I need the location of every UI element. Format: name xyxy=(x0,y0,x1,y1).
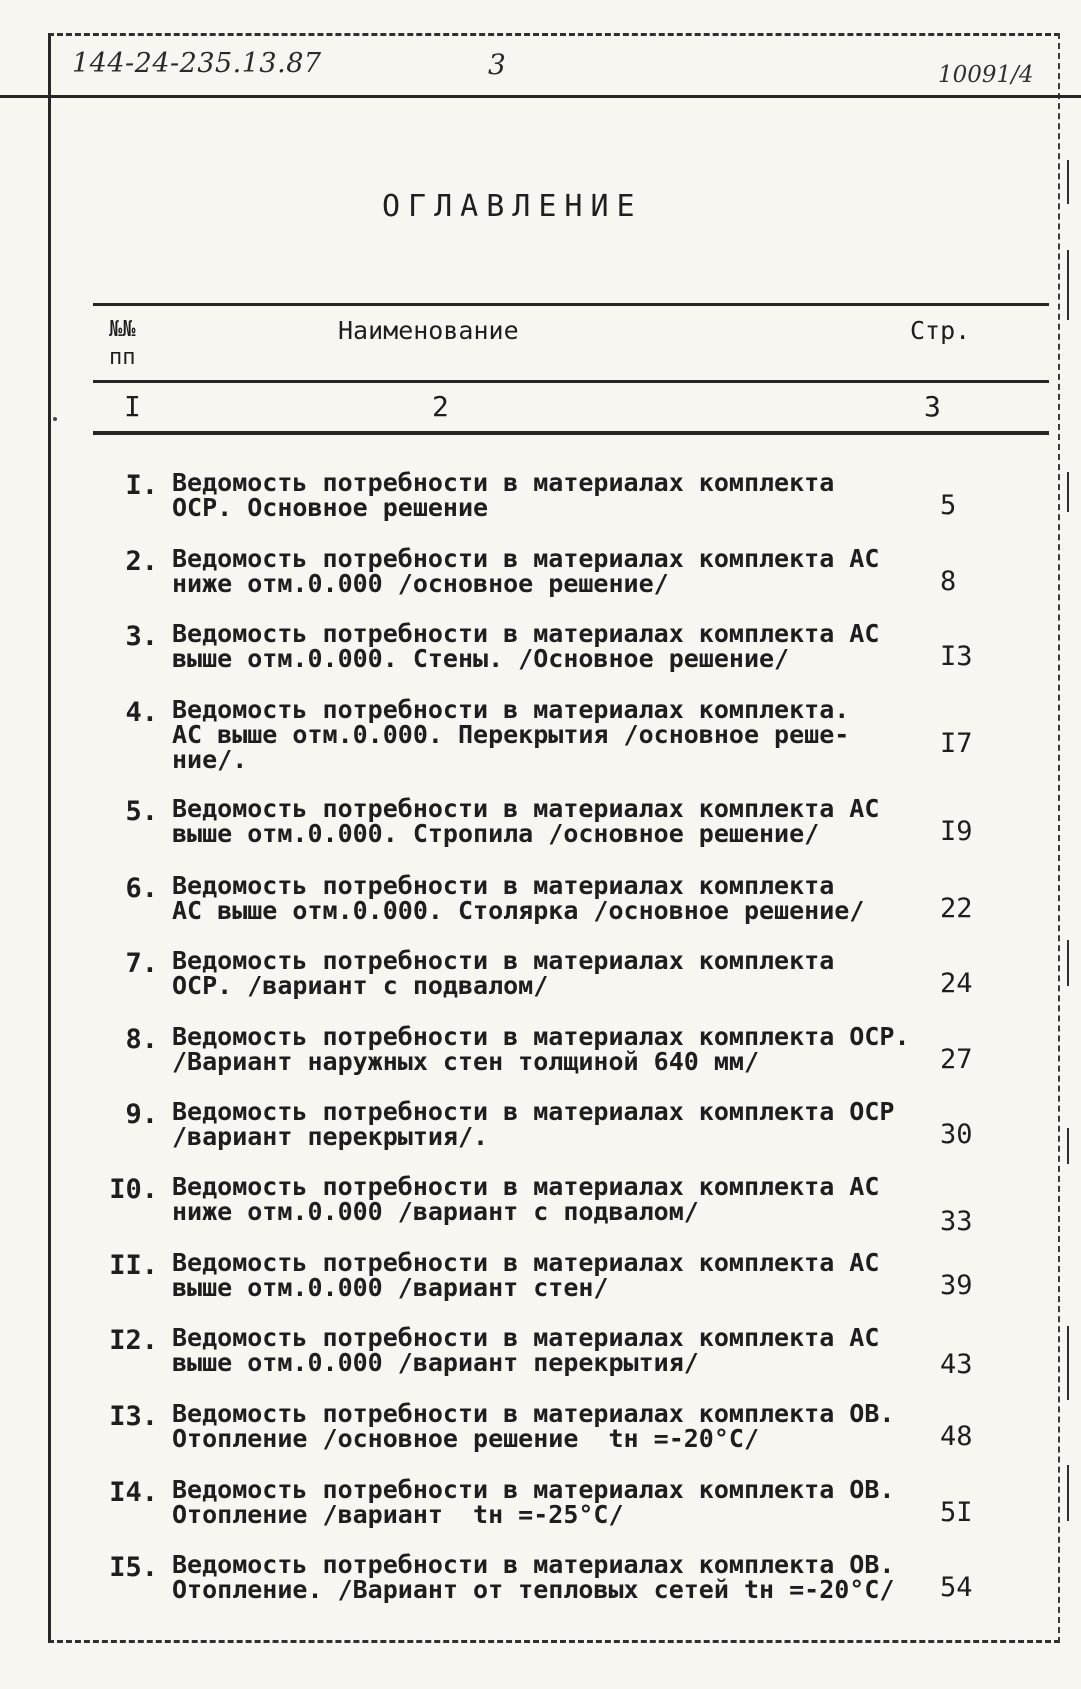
entry-number: I2. xyxy=(109,1325,158,1356)
entry-title: Ведомость потребности в материалах комплекта ОСР. /Вариант наружных стен толщиной 640 мм/ xyxy=(172,1022,910,1076)
entry-number: 7. xyxy=(125,948,158,979)
toc-entry xyxy=(0,621,1081,685)
margin-mark xyxy=(1067,472,1069,512)
margin-mark xyxy=(1067,250,1069,320)
entry-title: Ведомость потребности в материалах комплекта ОСР /вариант перекрытия/. xyxy=(172,1097,895,1151)
entry-title: Ведомость потребности в материалах комплекта АС выше отм.0.000. Столярка /основное решение/ xyxy=(172,871,865,925)
toc-entry xyxy=(0,1552,1081,1616)
entry-page: I3 xyxy=(940,641,973,672)
entry-title: Ведомость потребности в материалах комплекта АС выше отм.0.000 /вариант перекрытия/ xyxy=(172,1323,880,1377)
entry-title: Ведомость потребности в материалах комплекта АС выше отм.0.000. Стропила /основное решение/ xyxy=(172,794,880,848)
entry-page: 43 xyxy=(940,1349,973,1380)
entry-number: I0. xyxy=(109,1174,158,1205)
column-number-2: 2 xyxy=(432,390,449,423)
entry-title: Ведомость потребности в материалах комплекта ОВ. Отопление /вариант tн =-25°С/ xyxy=(172,1475,895,1529)
page-title: ОГЛАВЛЕНИЕ xyxy=(382,189,643,224)
entry-page: 33 xyxy=(940,1206,973,1237)
toc-entry xyxy=(0,1174,1081,1238)
toc-entry xyxy=(0,796,1081,860)
entry-title: Ведомость потребности в материалах комплекта ОВ. Отопление. /Вариант от тепловых сетей tн =-20°С/ xyxy=(172,1550,895,1604)
column-number-3: 3 xyxy=(924,390,941,423)
entry-page: 24 xyxy=(940,968,973,999)
entry-title: Ведомость потребности в материалах комплекта АС выше отм.0.000. Стены. /Основное решение/ xyxy=(172,619,880,673)
entry-page: 54 xyxy=(940,1572,973,1603)
entry-number: 4. xyxy=(125,697,158,728)
toc-entry xyxy=(0,873,1081,937)
toc-entry xyxy=(0,546,1081,610)
entry-page: I9 xyxy=(940,816,973,847)
margin-mark xyxy=(1067,1465,1069,1521)
entry-number: 9. xyxy=(125,1099,158,1130)
entry-number: 8. xyxy=(125,1024,158,1055)
entry-title: Ведомость потребности в материалах комплекта ОВ. Отопление /основное решение tн =-20°С/ xyxy=(172,1399,895,1453)
entry-title: Ведомость потребности в материалах комплекта ОСР. /вариант с подвалом/ xyxy=(172,946,835,1000)
entry-number: I4. xyxy=(109,1477,158,1508)
entry-title: Ведомость потребности в материалах комплекта АС ниже отм.0.000 /основное решение/ xyxy=(172,544,880,598)
toc-entry xyxy=(0,1250,1081,1314)
document-code: 144-24-235.13.87 xyxy=(72,48,322,79)
toc-entry xyxy=(0,1401,1081,1465)
archive-number: 10091/4 xyxy=(938,62,1034,88)
toc-entry xyxy=(0,1024,1081,1088)
entry-number: I3. xyxy=(109,1401,158,1432)
toc-entry xyxy=(0,1325,1081,1389)
entry-number: I5. xyxy=(109,1552,158,1583)
entry-number: 2. xyxy=(125,546,158,577)
entry-page: I7 xyxy=(940,728,973,759)
entry-number: 6. xyxy=(125,873,158,904)
entry-number: II. xyxy=(109,1250,158,1281)
margin-mark xyxy=(1067,1128,1069,1164)
entry-title: Ведомость потребности в материалах комплекта. АС выше отм.0.000. Перекрытия /основное реше- ние/. xyxy=(172,695,850,774)
entry-title: Ведомость потребности в материалах комплекта АС ниже отм.0.000 /вариант с подвалом/ xyxy=(172,1172,880,1226)
entry-page: 22 xyxy=(940,893,973,924)
column-header-page: Стр. xyxy=(910,316,971,345)
column-header-number: №№ пп xyxy=(109,317,136,370)
toc-entry xyxy=(0,1099,1081,1163)
column-header-name: Наименование xyxy=(338,316,519,345)
entry-title: Ведомость потребности в материалах комплекта ОСР. Основное решение xyxy=(172,468,835,522)
column-number-1: I xyxy=(124,390,141,423)
margin-mark xyxy=(1067,160,1069,204)
entry-title: Ведомость потребности в материалах комплекта АС выше отм.0.000 /вариант стен/ xyxy=(172,1248,880,1302)
entry-number: 5. xyxy=(125,796,158,827)
toc-entry xyxy=(0,1477,1081,1541)
toc-entry xyxy=(0,948,1081,1012)
entry-page: 27 xyxy=(940,1044,973,1075)
entry-page: 39 xyxy=(940,1270,973,1301)
entry-page: 5 xyxy=(940,490,957,521)
toc-entry xyxy=(0,697,1081,787)
toc-entry xyxy=(0,470,1081,534)
entry-page: 30 xyxy=(940,1119,973,1150)
entry-number: I. xyxy=(125,470,158,501)
entry-page: 5I xyxy=(940,1497,973,1528)
entry-number: 3. xyxy=(125,621,158,652)
entry-page: 8 xyxy=(940,566,957,597)
margin-mark xyxy=(1067,1326,1069,1400)
margin-mark xyxy=(1067,940,1069,986)
entry-page: 48 xyxy=(940,1421,973,1452)
page-number: 3 xyxy=(488,48,506,81)
